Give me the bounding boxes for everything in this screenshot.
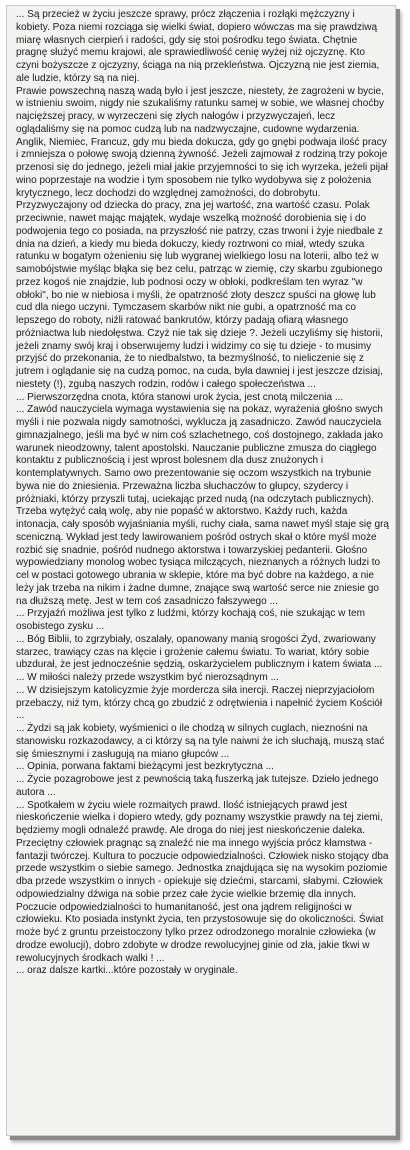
paragraph: ... W miłości należy przede wszystkim być nierozsądnym ...: [16, 672, 279, 683]
paragraph: ... Bóg Biblii, to zgrzybiały, oszalały, opanowany manią srogości Żyd, zwariowany starzec, trawiący czas na klęcie i grożenie całemu światu. To wariat, który sobie ubzdurał, że jest jednocześnie sędzią, oskarżycielem publicznym i katem świata ...: [16, 633, 383, 671]
paragraph: ... oraz dalsze kartki...które pozostały w oryginale.: [16, 965, 238, 977]
paragraph: ... Pierwszorzędna cnota, która stanowi urok życia, jest cnotą milczenia ...: [16, 391, 344, 403]
paragraph: ... Zawód nauczyciela wymaga wystawienia się na pokaz, wyrażenia głośno swych myśli i nie pozwala nigdy samotności, wyklucza ją zasadniczo. Zawód nauczyciela gimnazjalnego, jeśli ma być w nim coś szlachetnego, coś dostojnego, zakłada jako warunek nieodzowny, talent apostolski. Nauczanie publiczne zmusza do ciągłego kontaktu z publicznością i jest wprost bolesnem dla dusz znużonych i kontemplatywnych. Samo owo prezentowanie się oczom wszystkich na trybunie bywa nie do zniesienia. Przeważna liczba słuchaczów to głupcy, szydercy i próżniaki, którzy przyszli tutaj, uciekając przed nudą (na odczytach publicznych). Trzeba wytężyć całą wolę, aby nie popaść w aktorstwo. Każdy ruch, każda intonacja, cały sposób wyjaśniania myśli, ruchy ciała, sama nawet myśl staje się grą sceniczną. Wykład jest tedy lawirowaniem pośród ostrych skał o które myśl może rozbić się snadnie, pośród nudnego aktorstwa i towarzyskiej pedanterii. Głośno wypowiedziany monolog wobec tysiąca milczących, nieznanych a różnych ludzi to cel w postaci gotowego ubrania w sklepie, które ma być dobre na każdego, a nie leży jak trzeba na nikim i żadne dumne, znające swą wartość serce nie zniesie go na dłuższą metę. Jest w tem coś zasadniczo fałszywego ...: [16, 404, 390, 607]
paragraph: ... Przyjaźń możliwa jest tylko z ludźmi, którzy kochają coś, nie szukając w tem osobistego zysku ...: [16, 608, 365, 632]
paragraph: Prawie powszechną naszą wadą było i jest jeszcze, niestety, że zagrożeni w bycie, w istnieniu swoim, nigdy nie szukaliśmy ratunku samej w sobie, we własnej choćby najcięższej pracy, w wyrzeczeni się złych nałogów i przyzwyczajeń, lecz oglądaliśmy się na pomoc cudzą lub na nadzwyczajne, cudowne wydarzenia. Anglik, Niemiec, Francuz, gdy mu bieda dokucza, gdy go gnębi podwaja ilość pracy i zmniejsza o połowę swoją dzienną żywność. Jeżeli zajmował z rodziną trzy pokoje przenosi się do jednego, jeżeli miał jakie przyjemności to się ich wyrzeka, jeżeli pijał wino poprzestaje na wodzie i tym sposobem nie tylko wydobywa się z położenia krytycznego, lecz dochodzi do względnej zamożności, do dobrobytu. Przyzwyczajony od dziecka do pracy, zna jej wartość, zna wartość czasu. Polak przeciwnie, nawet mając majątek, wydaje wszelką możność dorobienia się i do podwojenia tego co posiada, na przyszłość nie patrzy, czas trwoni i żyje niedbale z dnia na dzień, a kiedy mu bieda dokuczy, kiedy roztrwoni co miał, wtedy szuka ratunku w bogatym ożenieniu się lub wygranej wielkiego losu na loterii, albo też w samobójstwie myśląc błąka się bez celu, patrząc w ziemię, czy skarbu zgubionego przez kogoś nie znajdzie, lub podnosi oczy w obłoki, podkreślam ten wyraz "w obłoki", bo nie w niebiosa i myśli, że opatrzność złoty deszcz spuści na głowę lub cud dla niego uczyni. Tymczasem skarbów nikt nie gubi, a opatrzność ma co lepszego do roboty, niźli ratować bankrutów, którzy padają ofiarą własnego próżniactwa lub niedołęstwa. Czyż nie tak się dzieje ?. Jeżeli uczyliśmy się historii, jeżeli znamy swój kraj i obserwujemy ludzi i widzimy co się tu dzieje - to musimy przyjść do przekonania, że to niedbalstwo, ta bezmyślność, to nieliczenie się z jutrem i oglądanie się na cudzą pomoc, na cuda, była dawniej i jest jeszcze dzisiaj, niestety (!), zgubą naszych rodzin, rodów i całego społeczeństwa ...: [16, 85, 388, 390]
paragraph: ... Życie pozagrobowe jest z pewnością taką fuszerką jak tutejsze. Dzieło jednego autora ...: [16, 774, 379, 798]
paragraph: ... Są przecież w życiu jeszcze sprawy, prócz złączenia i rozłąki mężczyzny i kobiety. Poza niemi rozciąga się wielki świat, dopiero wówczas ma się prawdziwą miarę własnych cierpień i radości, gdy się stoi pośrodku tego świata. Chętnie pragnę służyć memu krajowi, ale sprawiedliwość cenię wyżej niż ojczyznę. Kto czyni bożyszcze z ojczyzny, ściąga na nią przekleństwa. Ojczyzną nie jest ziemia, ale ludzie, którzy są na niej.: [16, 9, 380, 84]
text-card: [6, 5, 396, 1136]
paragraph: ... Żydzi są jak kobiety, wyśmienici o ile chodzą w silnych cuglach, nieznośni na stanowisku rozkazodawcy, a ci którzy są na tyle naiwni że ich słuchają, muszą stać się śmiesznymi i zasługują na miano głupców ...: [16, 723, 385, 760]
paragraph: ... Opinia, porwana faktami bieżącymi jest bezkrytyczna ...: [16, 761, 274, 773]
paragraph: ... W dzisiejszym katolicyzmie żyje mordercza siła inercji. Raczej nieprzyjaciołom przebaczy, niż tym, którzy chcą go zbudzić z odrętwienia i napełnić życiem Kościół ...: [16, 684, 383, 722]
document-body: [16, 9, 390, 978]
paragraph: ... Spotkałem w życiu wiele rozmaitych prawd. Ilość istniejących prawd jest nieskończenie wielka i dopiero wtedy, gdy poznamy wszystkie prawdy na tej ziemi, będziemy mogli odnaleźć prawdę. Ale droga do niej jest nieskończenie daleka. Przeciętny człowiek pragnąc są znaleźć nie ma innego wyjścia prócz kłamstwa - fantazji twórczej. Kultura to poczucie odpowiedzialności. Człowiek nisko stojący dba przede wszystkim o siebie samego. Jednostka znajdująca się na wysokim poziomie dba przede wszystkim o innych - opiekuje się dziećmi, starcami, słabymi. Człowiek odpowiedzialny dźwiga na sobie przez całe życie wielkie brzemię dla innych. Poczucie odpowiedzialności to humanitaność, jest ona jądrem religijności w człowieku. Kto posiada instynkt życia, ten przystosowuje się do okoliczności. Świat może być z gruntu przeistoczony tylko przez odrodzonego moralnie człowieka (w drodze ewolucji), dobro zdobyte w drodze rewolucyjnej ginie od zła, jakie tkwi w rewolucyjnych środkach walki ! ...: [16, 799, 389, 964]
